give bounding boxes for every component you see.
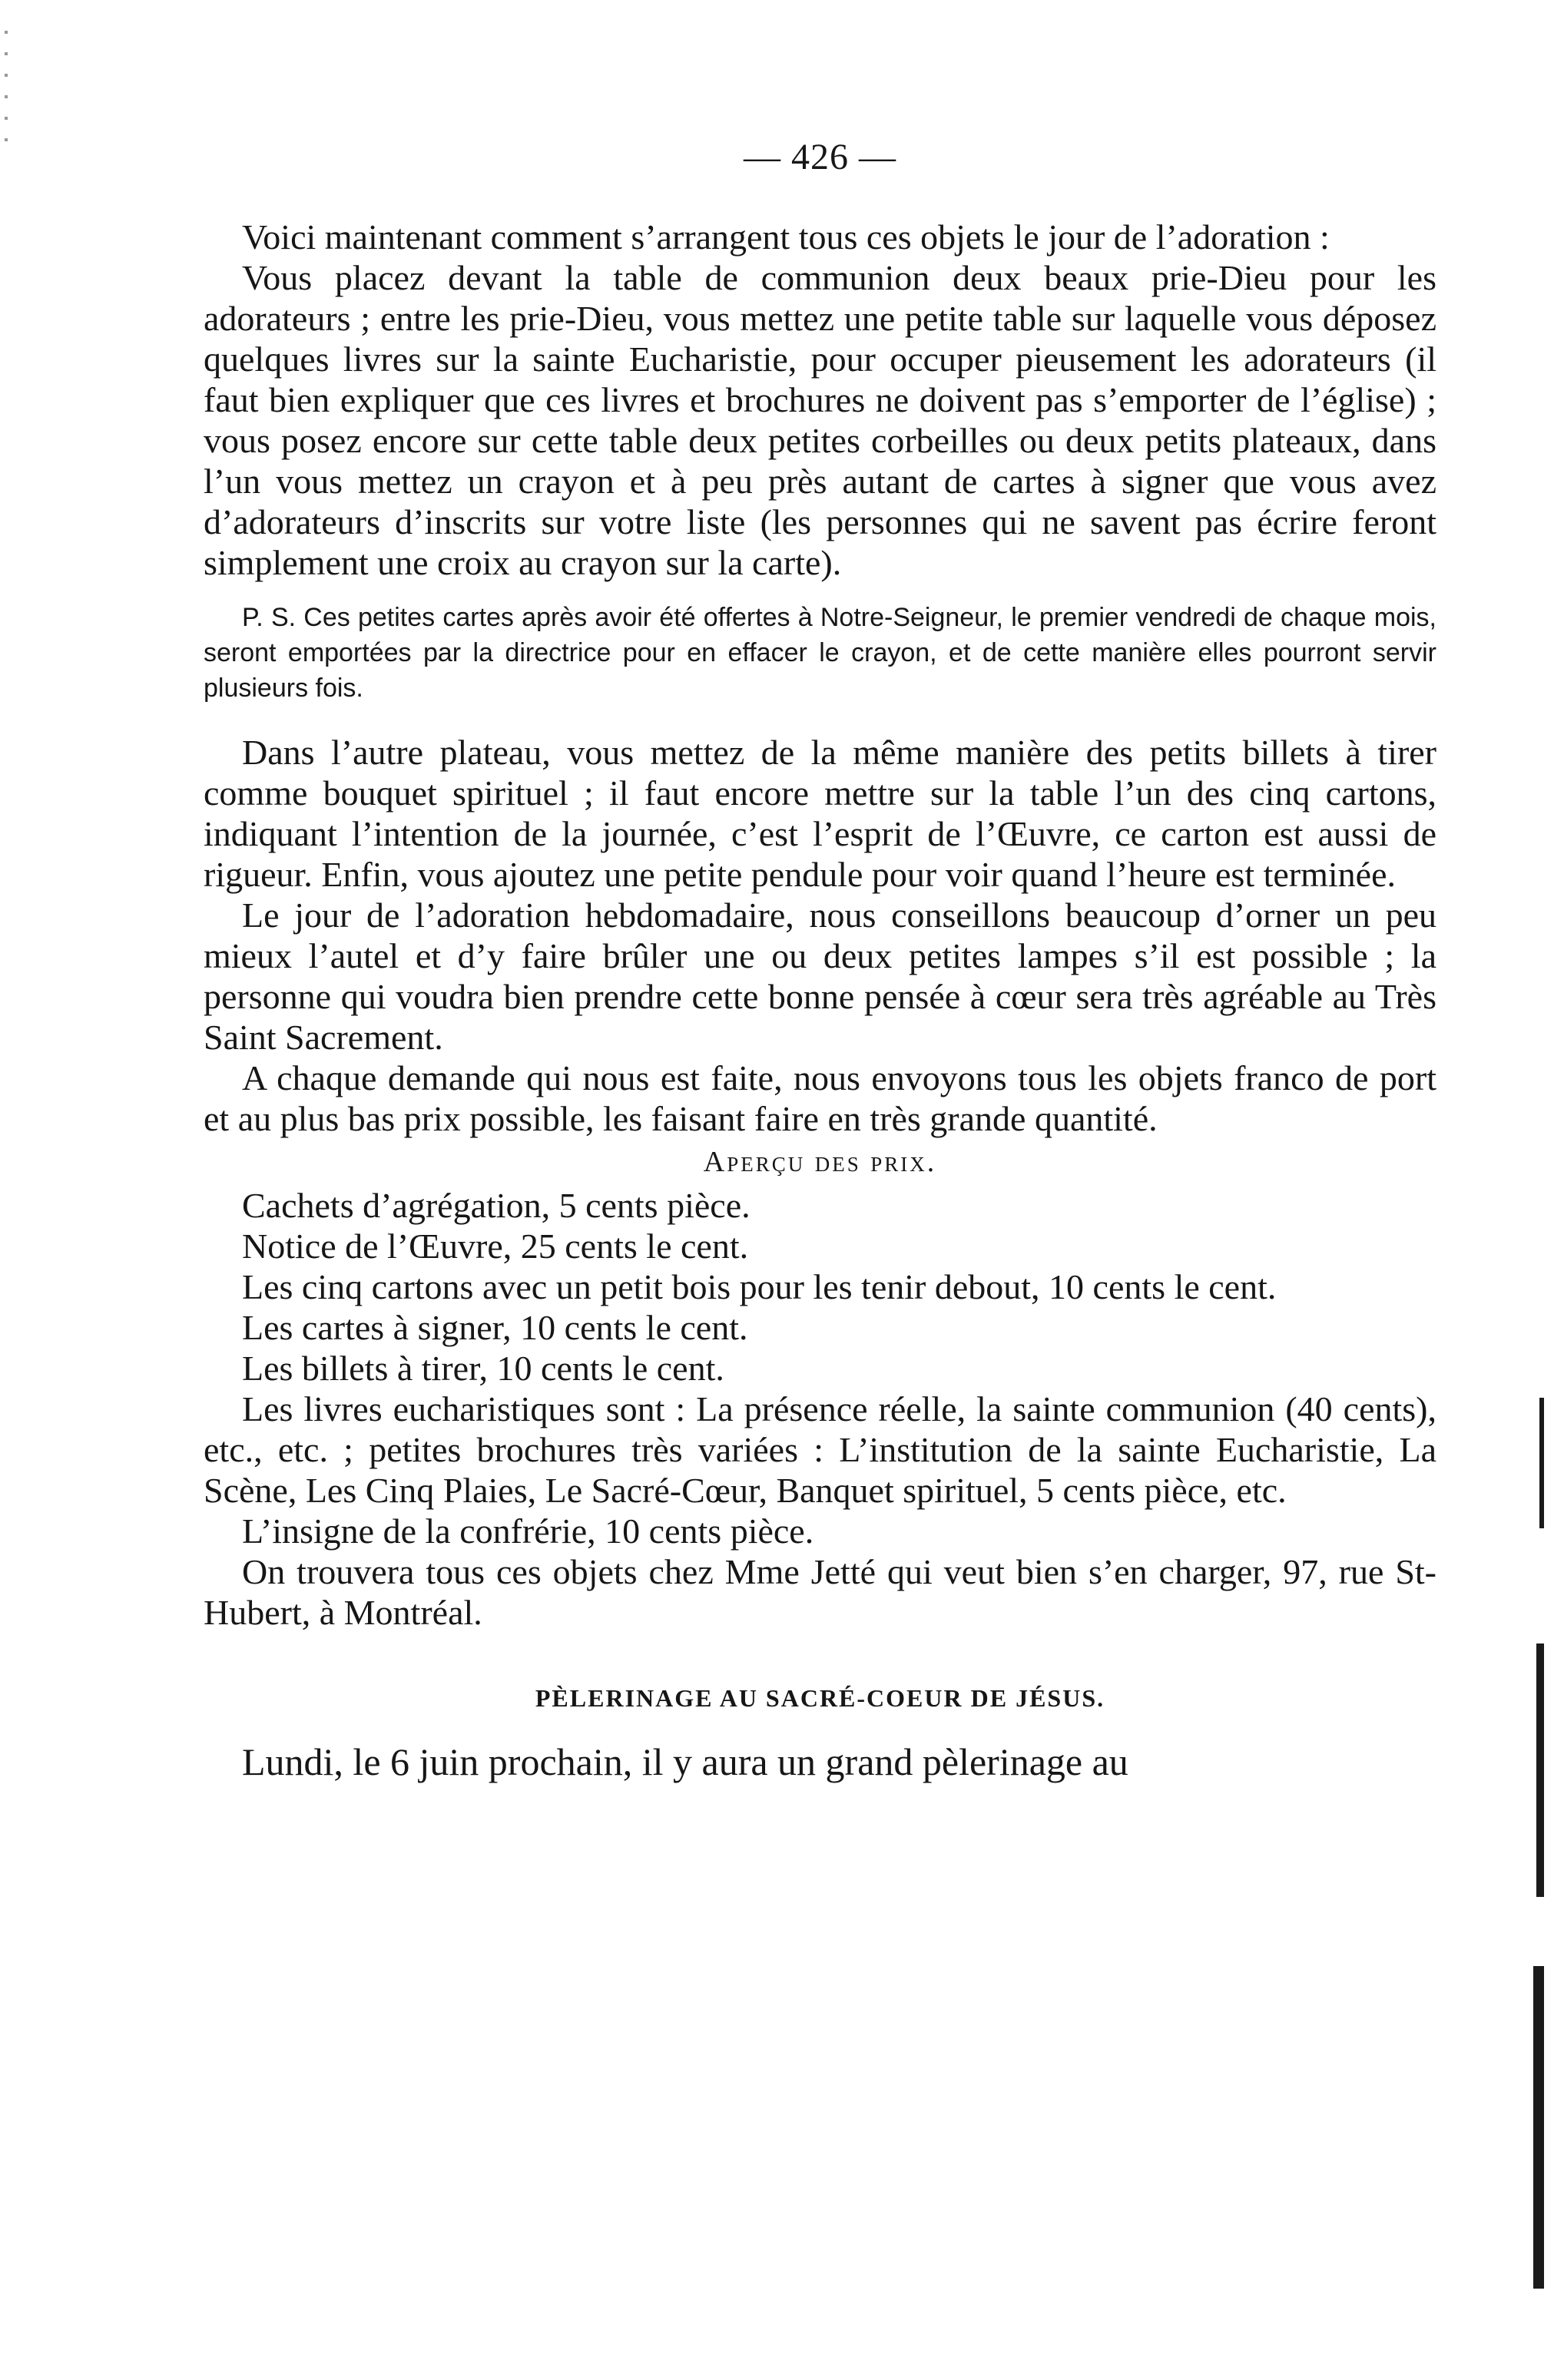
scan-edge-mark <box>1533 1966 1544 2289</box>
prices-heading: Aperçu des prix. <box>703 1146 937 1178</box>
page-number: — 426 — <box>744 137 896 177</box>
price-item: Les cinq cartons avec un petit bois pour les tenir debout, 10 cents le cent. <box>242 1267 1277 1306</box>
paragraph-requests: A chaque demande qui nous est faite, nous envoyons tous les objets franco de port et au plus bas prix possible, les faisant faire en très grande quantité. <box>204 1058 1436 1138</box>
pilgrimage-first-line: Lundi, le 6 juin prochain, il y aura un grand pèlerinage au <box>242 1740 1128 1783</box>
price-item: L’insigne de la confrérie, 10 cents pièce. <box>242 1511 814 1551</box>
scan-edge-mark <box>1536 1643 1544 1897</box>
paragraph-intro: Voici maintenant comment s’arrangent tous ces objets le jour de l’adoration : <box>242 217 1330 257</box>
price-item: Les billets à tirer, 10 cents le cent. <box>242 1349 724 1388</box>
pilgrimage-heading: PÈLERINAGE AU SACRÉ-COEUR DE JÉSUS. <box>535 1684 1105 1712</box>
price-item: Cachets d’agrégation, 5 cents pièce. <box>242 1186 751 1225</box>
scan-edge-mark <box>1539 1398 1544 1528</box>
price-item: On trouvera tous ces objets chez Mme Jetté qui veut bien s’en charger, 97, rue St-Hubert, à Montréal. <box>204 1552 1436 1632</box>
price-item: Les livres eucharistiques sont : La présence réelle, la sainte communion (40 cents), etc., etc. ; petites brochures très variées : L’institution de la sainte Eucharistie, La Scène, Les Cinq Plaies, Le Sacré-Cœur, Banquet spirituel, 5 cents pièce, etc. <box>204 1389 1436 1510</box>
postscript-note: P. S. Ces petites cartes après avoir été offertes à Notre-Seigneur, le premier vendredi de chaque mois, seront emportées par la directrice pour en effacer le crayon, et de cette manière elles pourront servir plusieurs fois. <box>204 603 1436 703</box>
price-item: Les cartes à signer, 10 cents le cent. <box>242 1308 748 1347</box>
price-item: Notice de l’Œuvre, 25 cents le cent. <box>242 1226 749 1266</box>
scan-margin-dots <box>5 31 8 146</box>
paragraph-table-setup: Vous placez devant la table de communion deux beaux prie-Dieu pour les adorateurs ; entre les prie-Dieu, vous mettez une petite table sur laquelle vous déposez quelques livres sur la sainte Eucharistie, pour occuper pieusement les adorateurs (il faut bien expliquer que ces livres et brochures ne doivent pas s’emporter de l’église) ; vous posez encore sur cette table deux petites corbeilles ou deux petits plateaux, dans l’un vous mettez un crayon et à peu près autant de cartes à signer que vous avez d’adorateurs d’inscrits sur votre liste (les personnes qui ne savent pas écrire feront simplement une croix au crayon sur la carte). <box>204 258 1436 582</box>
paragraph-other-tray: Dans l’autre plateau, vous mettez de la même manière des petits billets à tirer comme bouquet spirituel ; il faut encore mettre sur la table l’un des cinq cartons, indiquant l’intention de la journée, c’est l’esprit de l’Œuvre, ce carton est aussi de rigueur. Enfin, vous ajoutez une petite pendule pour voir quand l’heure est terminée. <box>204 733 1436 894</box>
document-page <box>204 131 1436 1785</box>
paragraph-weekly-adoration: Le jour de l’adoration hebdomadaire, nous conseillons beaucoup d’orner un peu mieux l’autel et d’y faire brûler une ou deux petites lampes s’il est possible ; la personne qui voudra bien prendre cette bonne pensée à cœur sera très agréable au Très Saint Sacrement. <box>204 895 1436 1057</box>
